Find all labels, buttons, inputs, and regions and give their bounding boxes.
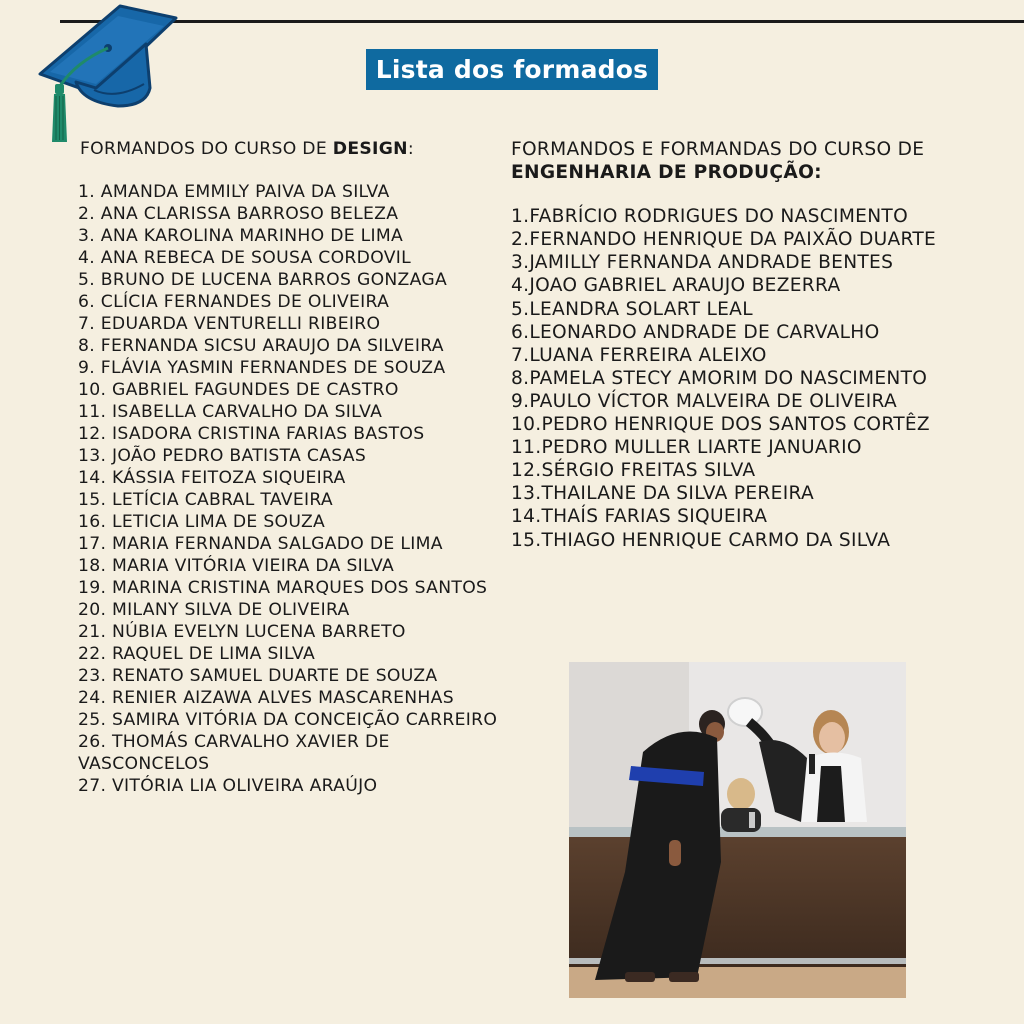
design-student-item: 19. MARINA CRISTINA MARQUES DOS SANTOS (78, 578, 488, 598)
design-student-item: 22. RAQUEL DE LIMA SILVA (78, 644, 316, 664)
engenharia-student-item: 7.LUANA FERREIRA ALEIXO (511, 344, 767, 366)
engenharia-student-item: 14.THAÍS FARIAS SIQUEIRA (511, 506, 768, 528)
design-student-item: 14. KÁSSIA FEITOZA SIQUEIRA (78, 468, 346, 488)
design-student-item: 24. RENIER AIZAWA ALVES MASCARENHAS (78, 688, 454, 708)
engenharia-student-item: 5.LEANDRA SOLART LEAL (511, 298, 753, 320)
design-student-item: 6. CLÍCIA FERNANDES DE OLIVEIRA (78, 292, 390, 312)
engenharia-student-item: 3.JAMILLY FERNANDA ANDRADE BENTES (511, 252, 894, 274)
design-student-item: 2. ANA CLARISSA BARROSO BELEZA (78, 204, 399, 224)
design-student-item: 10. GABRIEL FAGUNDES DE CASTRO (78, 380, 399, 400)
design-column (78, 138, 498, 797)
engenharia-student-item: 2.FERNANDO HENRIQUE DA PAIXÃO DUARTE (511, 229, 937, 251)
top-divider (60, 20, 1024, 23)
design-student-item: 15. LETÍCIA CABRAL TAVEIRA (78, 490, 333, 510)
engenharia-student-list (511, 205, 981, 551)
design-heading (80, 138, 498, 160)
page-title: Lista dos formados (366, 49, 658, 90)
design-student-item: 5. BRUNO DE LUCENA BARROS GONZAGA (78, 270, 448, 290)
design-student-item: 11. ISABELLA CARVALHO DA SILVA (78, 402, 383, 422)
design-student-item: 20. MILANY SILVA DE OLIVEIRA (78, 600, 350, 620)
engenharia-student-item: 12.SÉRGIO FREITAS SILVA (511, 460, 756, 482)
engenharia-student-item: 8.PAMELA STECY AMORIM DO NASCIMENTO (511, 367, 928, 389)
engenharia-heading (511, 138, 981, 184)
design-student-item: 27. VITÓRIA LIA OLIVEIRA ARAÚJO (78, 776, 378, 796)
design-heading-course: DESIGN (332, 139, 408, 159)
design-student-item: 16. LETICIA LIMA DE SOUZA (78, 512, 326, 532)
design-student-item: 9. FLÁVIA YASMIN FERNANDES DE SOUZA (78, 358, 446, 378)
design-student-item: 12. ISADORA CRISTINA FARIAS BASTOS (78, 424, 425, 444)
design-student-item: 17. MARIA FERNANDA SALGADO DE LIMA (78, 534, 443, 554)
design-student-item: 3. ANA KAROLINA MARINHO DE LIMA (78, 226, 404, 246)
design-student-item: 23. RENATO SAMUEL DUARTE DE SOUZA (78, 666, 438, 686)
graduation-cap-icon (36, 4, 186, 149)
engenharia-student-item: 4.JOAO GABRIEL ARAUJO BEZERRA (511, 275, 841, 297)
design-student-item: 18. MARIA VITÓRIA VIEIRA DA SILVA (78, 556, 395, 576)
engenharia-student-item: 6.LEONARDO ANDRADE DE CARVALHO (511, 321, 880, 343)
engenharia-student-item: 11.PEDRO MULLER LIARTE JANUARIO (511, 437, 862, 459)
engenharia-student-item: 13.THAILANE DA SILVA PEREIRA (511, 483, 814, 505)
design-student-item: 8. FERNANDA SICSU ARAUJO DA SILVEIRA (78, 336, 444, 356)
design-student-item: 4. ANA REBECA DE SOUSA CORDOVIL (78, 248, 412, 268)
engenharia-heading-prefix: FORMANDOS E FORMANDAS DO CURSO DE (511, 139, 925, 160)
engenharia-column (511, 138, 981, 552)
engenharia-student-item: 9.PAULO VÍCTOR MALVEIRA DE OLIVEIRA (511, 390, 897, 412)
design-student-item: 25. SAMIRA VITÓRIA DA CONCEIÇÃO CARREIRO (78, 710, 498, 730)
design-heading-prefix: FORMANDOS DO CURSO DE (80, 139, 333, 159)
engenharia-student-item: 1.FABRÍCIO RODRIGUES DO NASCIMENTO (511, 206, 909, 228)
design-student-item: 26. THOMÁS CARVALHO XAVIER DE VASCONCELOS (78, 732, 390, 774)
design-student-item: 13. JOÃO PEDRO BATISTA CASAS (78, 446, 367, 466)
design-student-item: 1. AMANDA EMMILY PAIVA DA SILVA (78, 182, 390, 202)
design-student-list (78, 181, 498, 797)
engenharia-student-item: 10.PEDRO HENRIQUE DOS SANTOS CORTÊZ (511, 414, 930, 436)
engenharia-heading-course: ENGENHARIA DE PRODUÇÃO: (511, 162, 822, 184)
design-student-item: 7. EDUARDA VENTURELLI RIBEIRO (78, 314, 381, 334)
engenharia-student-item: 15.THIAGO HENRIQUE CARMO DA SILVA (511, 529, 891, 551)
design-student-item: 21. NÚBIA EVELYN LUCENA BARRETO (78, 622, 406, 642)
design-heading-suffix: : (407, 139, 414, 159)
graduation-ceremony-photo (569, 662, 906, 998)
